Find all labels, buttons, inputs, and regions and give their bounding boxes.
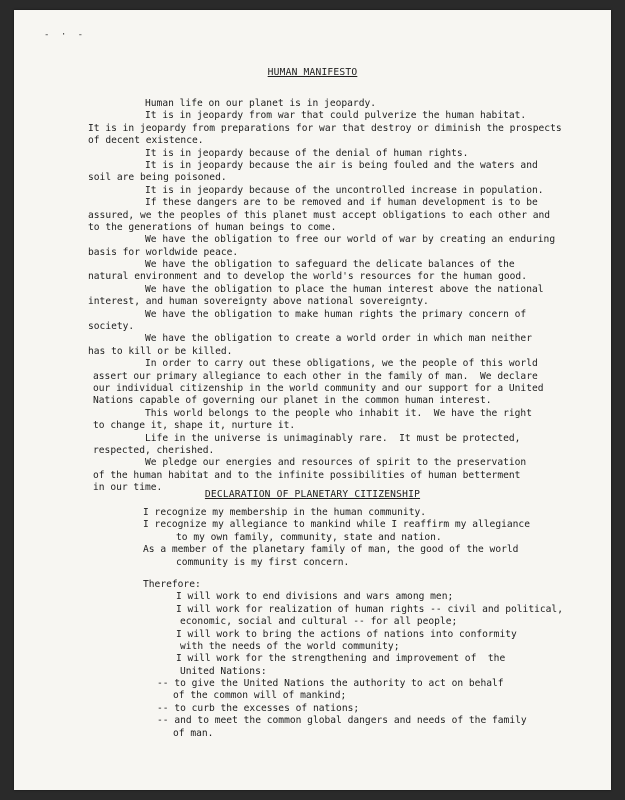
manifesto-line: has to kill or be killed. (88, 345, 233, 357)
corner-mark: - · - (44, 30, 87, 40)
manifesto-line: society. (88, 321, 135, 333)
manifesto-text (14, 98, 611, 495)
manifesto-line: It is in jeopardy because of the denial of human rights. (145, 147, 469, 159)
manifesto-line: natural environment and to develop the world's resources for the human good. (88, 271, 527, 283)
manifesto-line: It is in jeopardy from war that could pulverize the human habitat. (145, 110, 527, 122)
page-title: HUMAN MANIFESTO (267, 67, 358, 78)
manifesto-line: In order to carry out these obligations, we the people of this world (145, 358, 538, 370)
declaration-line: of man. (173, 727, 214, 739)
manifesto-line: of decent existence. (88, 135, 204, 147)
declaration-line: with the needs of the world community; (180, 640, 400, 652)
declaration-line: community is my first concern. (176, 556, 350, 568)
manifesto-line: We have the obligation to safeguard the delicate balances of the (145, 259, 515, 271)
manifesto-line: We have the obligation to place the human interest above the national (145, 283, 544, 295)
declaration-line: Therefore: (143, 578, 201, 590)
manifesto-line: in our time. (93, 482, 163, 494)
declaration-line: I recognize my membership in the human community. (143, 507, 427, 518)
declaration-title: DECLARATION OF PLANETARY CITIZENSHIP (204, 489, 421, 500)
declaration-line: I will work to bring the actions of nations into conformity (176, 628, 517, 640)
declaration-line: -- to give the United Nations the authority to act on behalf (157, 678, 504, 690)
manifesto-line: assert our primary allegiance to each other in the family of man. We declare (93, 370, 538, 382)
declaration-line (14, 569, 611, 579)
declaration-line: to my own family, community, state and nation. (176, 531, 442, 543)
manifesto-line: We have the obligation to free our world of war by creating an enduring (145, 234, 556, 246)
manifesto-line: It is in jeopardy because the air is being fouled and the waters and (145, 159, 538, 171)
manifesto-line: Human life on our planet is in jeopardy. (145, 98, 377, 109)
manifesto-line: We pledge our energies and resources of spirit to the preservation (145, 457, 527, 469)
declaration-text (14, 507, 611, 740)
declaration-line: I will work for realization of human rights -- civil and political, (176, 603, 563, 615)
declaration-line: -- to curb the excesses of nations; (157, 702, 360, 714)
manifesto-line: It is in jeopardy because of the uncontrolled increase in population. (145, 184, 544, 196)
document-page (14, 10, 611, 790)
manifesto-line: Life in the universe is unimaginably rare. It must be protected, (145, 432, 521, 444)
declaration-line: I will work to end divisions and wars among men; (176, 591, 454, 603)
manifesto-line: interest, and human sovereignty above national sovereignty. (88, 296, 429, 308)
manifesto-line: Nations capable of governing our planet in the common human interest. (93, 395, 492, 407)
declaration-line: economic, social and cultural -- for all people; (180, 616, 458, 628)
manifesto-line: to the generations of human beings to come. (88, 221, 337, 233)
manifesto-line: of the human habitat and to the infinite possibilities of human betterment (93, 469, 521, 481)
manifesto-line: assured, we the peoples of this planet must accept obligations to each other and (88, 209, 551, 221)
declaration-line: I will work for the strengthening and improvement of the (176, 653, 506, 665)
declaration-line: I recognize my allegiance to mankind while I reaffirm my allegiance (143, 519, 530, 531)
manifesto-line: respected, cherished. (93, 444, 215, 456)
declaration-line: -- and to meet the common global dangers and needs of the family (157, 715, 527, 727)
manifesto-line: our individual citizenship in the world community and our support for a United (93, 382, 544, 394)
declaration-line: of the common will of mankind; (173, 690, 347, 702)
declaration-line: United Nations: (180, 665, 267, 677)
manifesto-line: If these dangers are to be removed and if human development is to be (145, 197, 538, 209)
manifesto-line: soil are being poisoned. (88, 172, 227, 184)
manifesto-line: basis for worldwide peace. (88, 246, 239, 258)
manifesto-line: We have the obligation to create a world order in which man neither (145, 333, 532, 345)
declaration-line: As a member of the planetary family of man, the good of the world (143, 544, 519, 556)
document-body (14, 10, 611, 790)
manifesto-line: to change it, shape it, nurture it. (93, 420, 296, 432)
manifesto-line: This world belongs to the people who inhabit it. We have the right (145, 407, 532, 419)
manifesto-line: It is in jeopardy from preparations for war that destroy or diminish the prospects (88, 122, 562, 134)
manifesto-line: We have the obligation to make human rights the primary concern of (145, 308, 527, 320)
